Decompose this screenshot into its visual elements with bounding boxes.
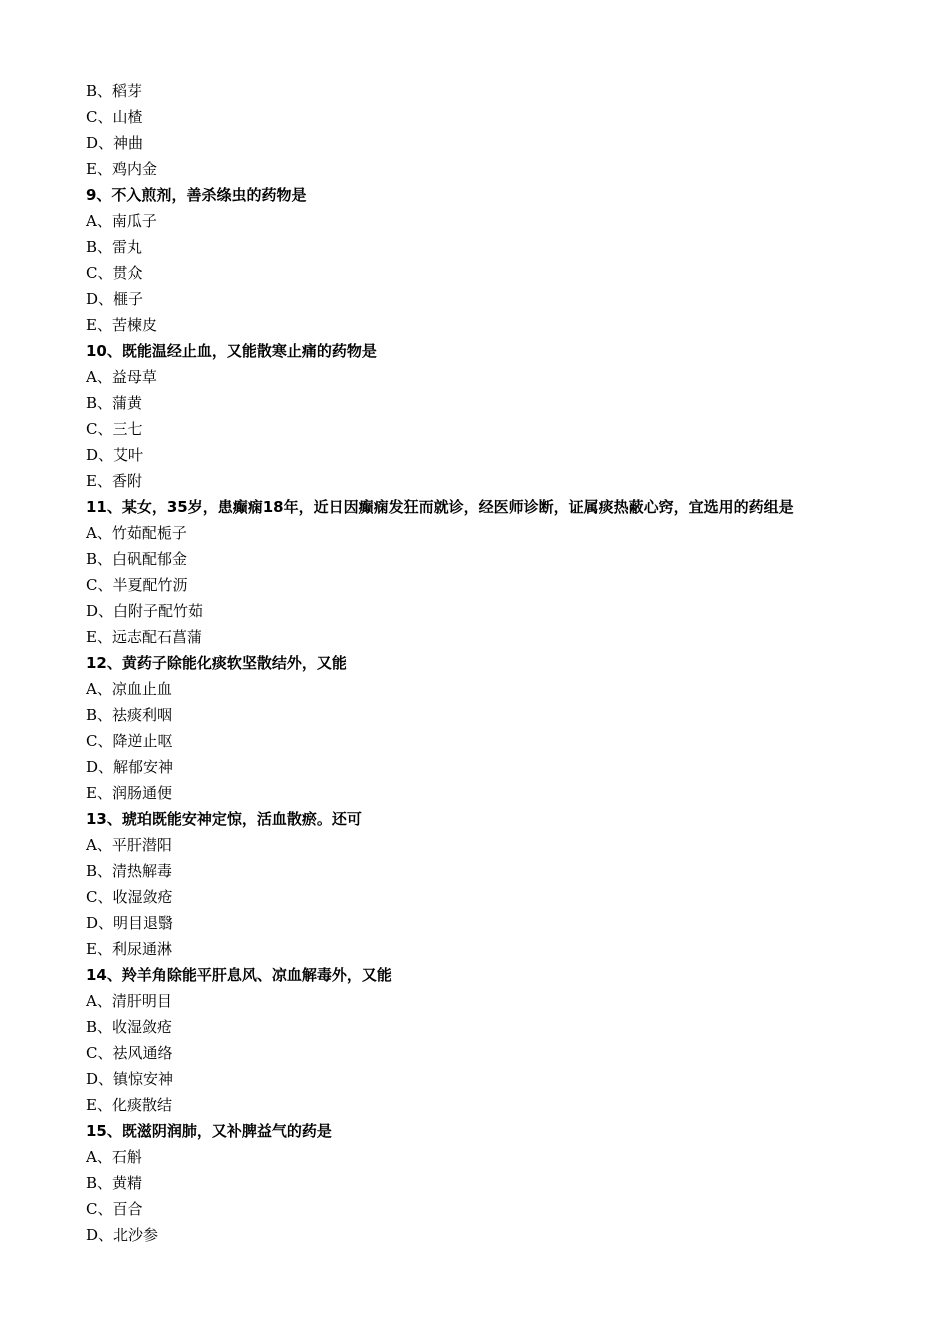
option-text: C、三七 xyxy=(86,420,143,438)
option-text: A、平肝潜阳 xyxy=(86,836,172,854)
option-text: B、收湿敛疮 xyxy=(86,1018,173,1036)
option-text: D、解郁安神 xyxy=(86,758,174,776)
option-text: A、南瓜子 xyxy=(86,212,157,230)
option-text: D、明目退翳 xyxy=(86,914,174,932)
option-text: E、利尿通淋 xyxy=(86,940,172,958)
option-text: C、贯众 xyxy=(86,264,143,282)
option-text: C、山楂 xyxy=(86,108,143,126)
option-text: E、润肠通便 xyxy=(86,784,172,802)
option-text: C、百合 xyxy=(86,1200,143,1218)
option-text: B、清热解毒 xyxy=(86,862,173,880)
option-text: A、竹茹配栀子 xyxy=(86,524,187,542)
option-text: A、清肝明目 xyxy=(86,992,172,1010)
option-text: B、黄精 xyxy=(86,1174,143,1192)
option-text: E、苦楝皮 xyxy=(86,316,157,334)
option-text: D、北沙参 xyxy=(86,1226,159,1244)
option-text: D、艾叶 xyxy=(86,446,144,464)
option-text: D、白附子配竹茹 xyxy=(86,602,204,620)
option-text: B、稻芽 xyxy=(86,82,143,100)
option-text: C、收湿敛疮 xyxy=(86,888,173,906)
option-text: E、香附 xyxy=(86,472,142,490)
option-text: D、榧子 xyxy=(86,290,144,308)
option-text: B、祛痰利咽 xyxy=(86,706,173,724)
question-text: 11、某女，35岁，患癫痫18年，近日因癫痫发狂而就诊，经医师诊断，证属痰热蔽心窍，宜选用的药组是 xyxy=(86,498,794,516)
option-text: D、神曲 xyxy=(86,134,144,152)
question-text: 12、黄药子除能化痰软坚散结外，又能 xyxy=(86,654,347,672)
question-text: 13、琥珀既能安神定惊，活血散瘀。还可 xyxy=(86,810,362,828)
document-body xyxy=(86,78,866,1248)
option-text: B、雷丸 xyxy=(86,238,143,256)
option-text: E、鸡内金 xyxy=(86,160,157,178)
option-text: E、化痰散结 xyxy=(86,1096,172,1114)
option-text: D、镇惊安神 xyxy=(86,1070,174,1088)
option-text: A、益母草 xyxy=(86,368,157,386)
option-text: A、凉血止血 xyxy=(86,680,172,698)
option-text: C、降逆止呕 xyxy=(86,732,173,750)
option-text: C、祛风通络 xyxy=(86,1044,173,1062)
question-text: 15、既滋阴润肺，又补脾益气的药是 xyxy=(86,1122,332,1140)
option-text: A、石斛 xyxy=(86,1148,142,1166)
option-text: B、蒲黄 xyxy=(86,394,143,412)
question-text: 14、羚羊角除能平肝息风、凉血解毒外，又能 xyxy=(86,966,392,984)
option-text: B、白矾配郁金 xyxy=(86,550,188,568)
question-text: 10、既能温经止血，又能散寒止痛的药物是 xyxy=(86,342,377,360)
question-text: 9、不入煎剂，善杀绦虫的药物是 xyxy=(86,186,307,204)
option-text: E、远志配石菖蒲 xyxy=(86,628,202,646)
option-text: C、半夏配竹沥 xyxy=(86,576,188,594)
